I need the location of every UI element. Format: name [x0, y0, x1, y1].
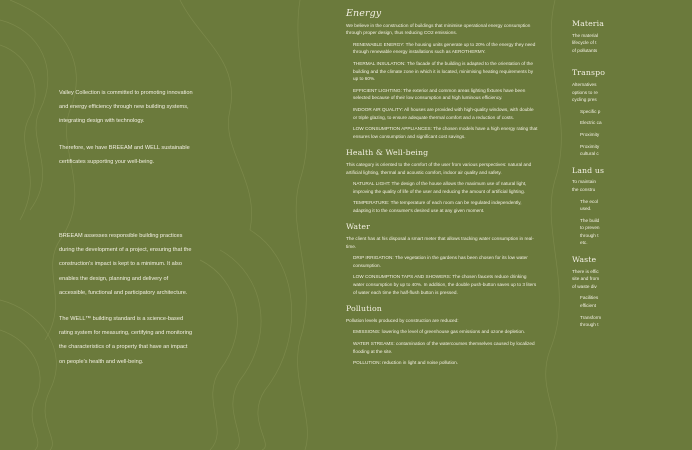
intro-paragraph-2: Therefore, we have BREEAM and WELL sustainable certificates supporting your well-being. [59, 144, 190, 165]
intro-paragraph-3: BREEAM assesses responsible building practices during the development of a project, ensuring that the construction's impact is kept to a minimum. It also enables the design, planning and delivery of accessible, functional and participatory architecture. [59, 233, 192, 296]
energy-item: THERMAL INSULATION: The facade of the building is adapted to the orientation of the building and the climate zone in which it is located, minimising heating requirements by up to 60%. [353, 60, 534, 82]
water-item: DRIP IRRIGATION: The vegetation in the gardens has been chosen for its low water consumption. [353, 255, 528, 268]
water-description: The client has at his disposal a smart meter that allows tracking water consumption in real-time. [346, 236, 534, 249]
text-line: site and from [572, 276, 600, 282]
pollution-item: WATER STREAMS: contamination of the watercourses themselves caused by localized flooding at the site. [353, 341, 535, 354]
text-line: Transform [580, 314, 602, 320]
pollution-section [346, 305, 538, 367]
text-line: The material [572, 32, 599, 38]
health-section [346, 149, 538, 214]
landuse-section [572, 167, 692, 247]
health-item: TEMPERATURE: The temperature of each room can be regulated independently, adapting it to the consumer's desired use at any given moment. [353, 200, 522, 213]
waste-description [572, 268, 692, 291]
text-line: Facilities [580, 295, 599, 301]
materials-title: Materia [572, 19, 604, 28]
water-title: Water [346, 222, 370, 232]
middle-column [346, 10, 538, 376]
materials-section [572, 20, 692, 54]
text-line: Alternatives [572, 81, 597, 87]
text-line: There is effic [572, 268, 599, 274]
text-line: cycling pres [572, 97, 597, 103]
transport-title: Transpo [572, 68, 605, 78]
text-line: efficient [580, 303, 597, 309]
text-line: of waste div [572, 283, 597, 289]
landuse-title: Land us [572, 165, 605, 175]
waste-item [580, 314, 692, 329]
text-line: of pollutants [572, 47, 598, 53]
water-item: LOW CONSUMPTION TAPS AND SHOWERS: The chosen faucets reduce drinking water consumption by up to 40%. In addition, the double push-button saves up to 3 liters of water each time the half-flush button is pressed. [353, 274, 537, 295]
waste-item [580, 294, 692, 309]
landuse-item [580, 198, 692, 213]
energy-section [346, 10, 538, 140]
health-description: This category is oriented to the comfort of the user from various perspectives: natural and artificial lighting, thermal and acoustic comfort, indoor air quality and safety. [346, 161, 532, 175]
pollution-item: EMISSIONS: lowering the level of greenhouse gas emissions and ozone depletion. [353, 329, 525, 335]
transport-item [580, 143, 692, 158]
text-line: The ecol [580, 198, 598, 204]
text-line: cultural c [580, 151, 599, 157]
landuse-description [572, 178, 692, 193]
transport-item [580, 131, 692, 139]
energy-item: RENEWABLE ENERGY: The housing units generate up to 20% of the energy they need through renewable energy installations such as AEROTHERMY. [353, 41, 536, 55]
text-line: etc. [580, 240, 588, 246]
transport-item [580, 119, 692, 127]
text-line: The build [580, 217, 600, 223]
text-line: To maintain [572, 179, 596, 185]
materials-description [572, 32, 692, 55]
water-section [346, 223, 538, 296]
energy-description: We believe in the construction of buildings that minimise operational energy consumption through proper design, thus reducing CO2 emissions. [346, 22, 531, 36]
text-line: through t [580, 322, 599, 328]
health-title: Health & Well-being [346, 148, 429, 158]
pollution-item: POLLUTION: reduction in light and noise pollution. [353, 360, 459, 366]
text-line: Specific p [580, 108, 601, 114]
transport-description [572, 81, 692, 104]
waste-title: Waste [572, 255, 597, 265]
intro-paragraph-4: The WELL™ building standard is a science-based rating system for measuring, certifying and monitoring the characteristics of a property that have an impact on people's health and well-being. [59, 316, 193, 365]
text-line: the constru [572, 186, 596, 192]
text-line: Proximity [580, 143, 600, 149]
pollution-title: Pollution [346, 304, 382, 314]
energy-title: Energy [346, 8, 382, 19]
text-line: used. [580, 206, 592, 212]
right-column-cropped [572, 20, 692, 338]
energy-item: LOW CONSUMPTION APPLIANCES: The chosen models have a high energy rating that ensures low consumption and significant cost savings. [353, 126, 538, 139]
pollution-description: Pollution levels produced by construction are reduced: [346, 317, 459, 323]
health-item: NATURAL LIGHT: The design of the house allows the maximum use of natural light, improving the quality of life of the user and reducing the amount of artificial lighting. [353, 181, 527, 194]
text-line: to preven [580, 225, 600, 231]
text-line: options to re [572, 89, 598, 95]
text-line: Electric ca [580, 120, 602, 126]
text-line: lifecycle of t [572, 40, 597, 46]
transport-section [572, 69, 692, 157]
energy-item: EFFICIENT LIGHTING: The exterior and common areas lighting fixtures have been selected because of their low consumption and high luminous efficiency. [353, 87, 526, 101]
intro-paragraph-1: Valley Collection is committed to promoting innovation and energy efficiency through new building systems, integrating design with technology. [59, 90, 193, 125]
text-line: through t [580, 232, 599, 238]
energy-item: INDOOR AIR QUALITY: All houses are provided with high-quality windows, with double or triple glazing, to ensure adequate thermal comfort and a reduction of costs. [353, 106, 534, 120]
intro-text-column [59, 86, 194, 381]
landuse-item [580, 217, 692, 247]
transport-item [580, 108, 692, 116]
waste-section [572, 256, 692, 329]
text-line: Proximity [580, 131, 600, 137]
